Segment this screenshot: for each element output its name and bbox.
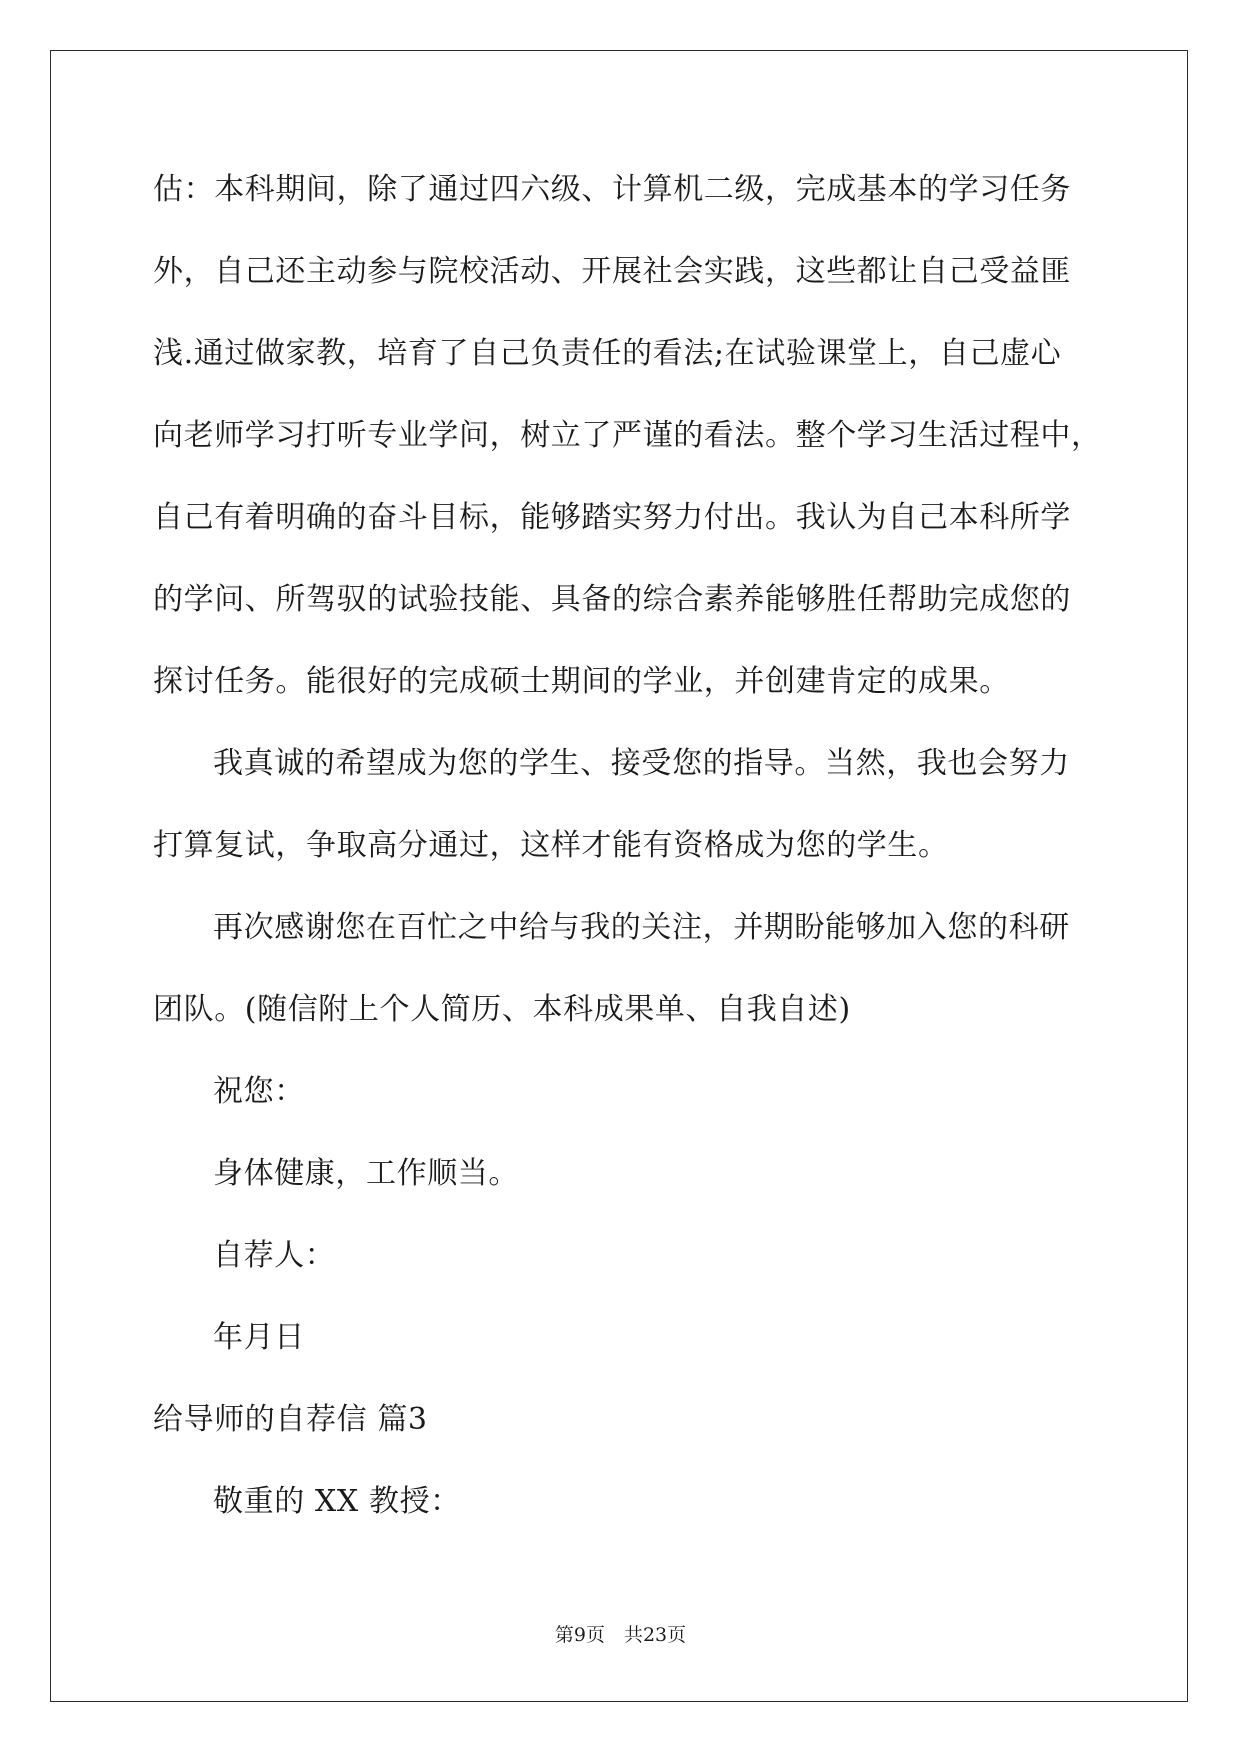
salutation-line: 祝您： <box>213 1074 305 1109</box>
text-line-8: 我真诚的希望成为您的学生、接受您的指导。当然，我也会努力 <box>213 746 1070 781</box>
section-heading: 给导师的自荐信 篇3 <box>153 1402 428 1437</box>
text-line-6: 的学问、所驾驭的试验技能、具备的综合素养能够胜任帮助完成您的 <box>153 582 1071 617</box>
text-line-2: 外，自己还主动参与院校活动、开展社会实践，这些都让自己受益匪 <box>153 254 1071 289</box>
text-line-9: 打算复试，争取高分通过，这样才能有资格成为您的学生。 <box>153 828 949 863</box>
text-line-4: 向老师学习打听专业学问，树立了严谨的看法。整个学习生活过程中， <box>153 418 1102 453</box>
text-line-10: 再次感谢您在百忙之中给与我的关注，并期盼能够加入您的科研 <box>213 910 1070 945</box>
text-line-3: 浅.通过做家教，培育了自己负责任的看法;在试验课堂上，自己虚心 <box>153 336 1062 371</box>
text-line-7: 探讨任务。能很好的完成硕士期间的学业，并创建肯定的成果。 <box>153 664 1010 699</box>
text-line-1: 估：本科期间，除了通过四六级、计算机二级，完成基本的学习任务 <box>153 172 1071 207</box>
document-body <box>153 160 1113 1554</box>
signature-line: 自荐人： <box>213 1238 336 1273</box>
text-line-5: 自己有着明确的奋斗目标，能够踏实努力付出。我认为自己本科所学 <box>153 500 1071 535</box>
greeting-line: 敬重的 XX 教授： <box>213 1484 461 1519</box>
date-line: 年月日 <box>213 1320 305 1355</box>
text-line-11: 团队。(随信附上个人简历、本科成果单、自我自述) <box>153 992 851 1027</box>
wish-line: 身体健康，工作顺当。 <box>213 1156 519 1191</box>
page-number-footer: 第9页 共23页 <box>554 1624 687 1646</box>
